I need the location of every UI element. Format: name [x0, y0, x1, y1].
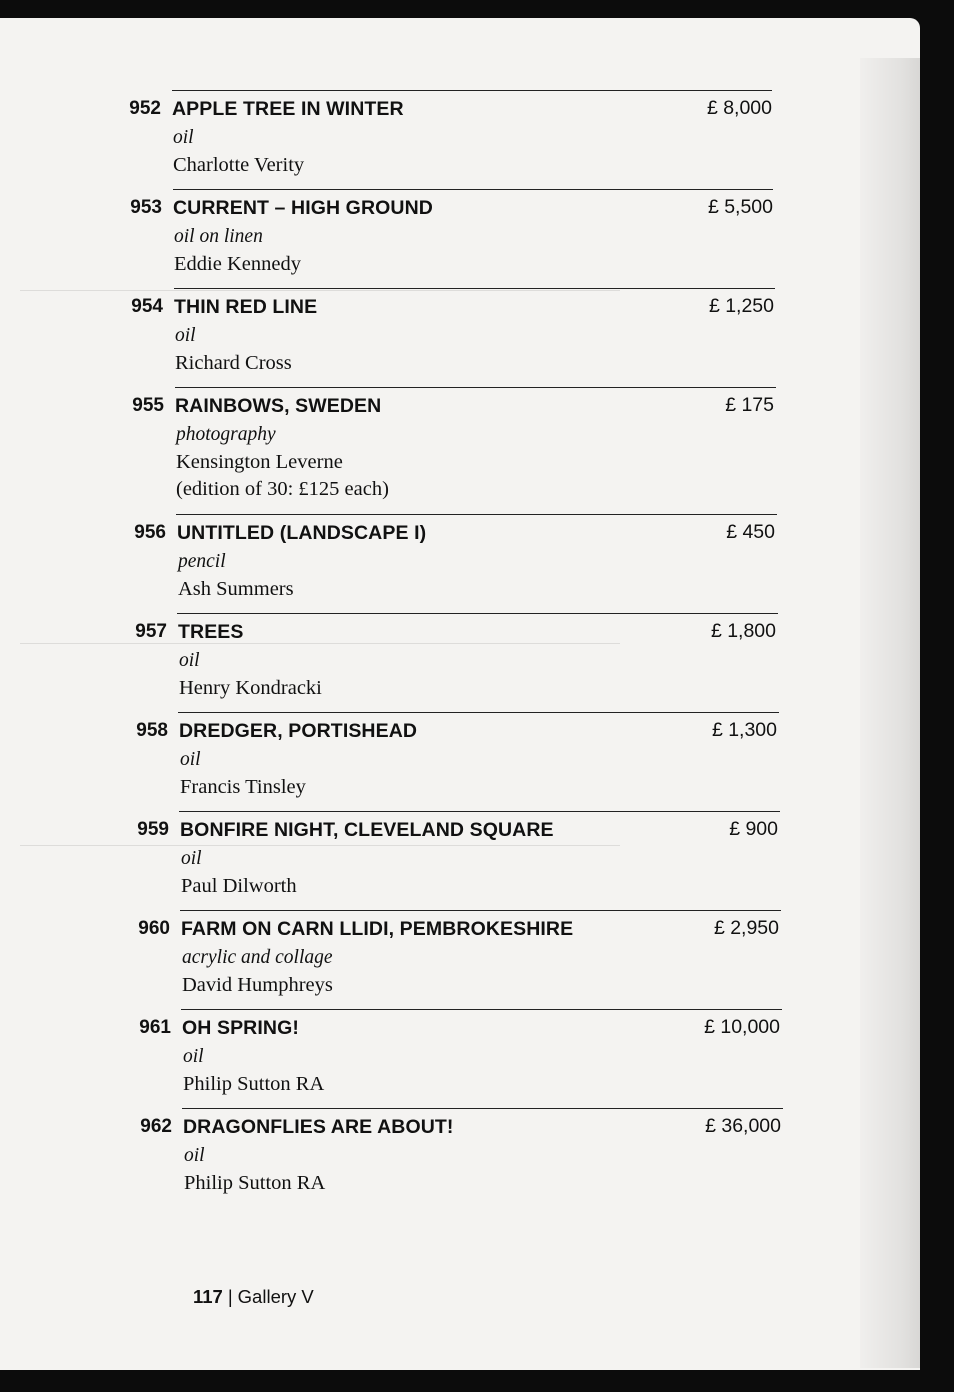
catalogue-entry [0, 613, 920, 713]
artwork-price: £ 900 [729, 818, 778, 840]
entry-divider [181, 1009, 782, 1010]
entry-divider [173, 189, 773, 190]
artwork-medium: oil [181, 848, 202, 869]
artwork-price: £ 10,000 [704, 1016, 780, 1038]
catalogue-page [0, 18, 920, 1370]
catalogue-entry [0, 1108, 920, 1208]
artwork-title: THIN RED LINE [174, 296, 318, 318]
artwork-title: FARM ON CARN LLIDI, PEMBROKESHIRE [181, 918, 574, 940]
artist-name: Henry Kondracki [179, 677, 322, 699]
lot-number: 961 [139, 1017, 171, 1038]
artwork-title: TREES [178, 621, 244, 643]
footer-separator: | [227, 1286, 233, 1307]
artwork-medium: oil [184, 1145, 205, 1166]
catalogue-entry [0, 910, 920, 1010]
catalogue-entry [0, 712, 920, 812]
artist-name: Kensington Leverne [176, 451, 343, 473]
gallery-section: Gallery V [237, 1286, 314, 1307]
artwork-title: CURRENT – HIGH GROUND [173, 197, 433, 219]
lot-number: 954 [131, 296, 163, 317]
edition-note: (edition of 30: £125 each) [176, 478, 389, 500]
catalogue-entry [0, 189, 920, 289]
catalogue-entry [0, 90, 920, 190]
catalogue-entry [0, 811, 920, 911]
artwork-medium: oil [173, 127, 194, 148]
artwork-title: DREDGER, PORTISHEAD [179, 720, 418, 742]
artwork-price: £ 2,950 [713, 917, 779, 939]
artist-name: Philip Sutton RA [184, 1172, 326, 1194]
artwork-price: £ 5,500 [707, 196, 773, 218]
entry-divider [176, 514, 777, 515]
artist-name: Francis Tinsley [180, 776, 306, 798]
entry-divider [172, 90, 772, 91]
artist-name: Paul Dilworth [181, 875, 297, 897]
artwork-medium: oil on linen [174, 226, 263, 247]
lot-number: 956 [134, 522, 166, 543]
artwork-medium: oil [175, 325, 196, 346]
entry-divider [177, 613, 778, 614]
artwork-title: BONFIRE NIGHT, CLEVELAND SQUARE [180, 819, 554, 841]
catalogue-entry [0, 1009, 920, 1109]
artwork-price: £ 1,250 [708, 295, 774, 317]
artwork-title: UNTITLED (LANDSCAPE I) [177, 522, 427, 544]
entry-divider [178, 712, 779, 713]
entry-divider [175, 387, 776, 388]
entry-divider [180, 910, 781, 911]
artwork-price: £ 36,000 [705, 1115, 781, 1137]
artwork-title: DRAGONFLIES ARE ABOUT! [183, 1116, 454, 1138]
entry-divider [174, 288, 775, 289]
artwork-medium: acrylic and collage [182, 947, 333, 968]
entry-divider [182, 1108, 783, 1109]
artwork-medium: oil [179, 650, 200, 671]
artwork-medium: oil [183, 1046, 204, 1067]
artist-name: Richard Cross [175, 352, 292, 374]
artwork-price: £ 1,300 [711, 719, 777, 741]
catalogue-entry [0, 514, 920, 614]
artwork-price: £ 8,000 [706, 97, 772, 119]
lot-number: 958 [136, 720, 168, 741]
artwork-title: OH SPRING! [182, 1017, 299, 1039]
artwork-title: APPLE TREE IN WINTER [172, 98, 404, 120]
lot-number: 962 [140, 1116, 172, 1137]
page-footer [193, 1286, 314, 1308]
artwork-medium: oil [180, 749, 201, 770]
page-number: 117 [193, 1286, 223, 1307]
lot-number: 957 [135, 621, 167, 642]
artwork-price: £ 450 [726, 521, 775, 543]
artist-name: Eddie Kennedy [174, 253, 301, 275]
lot-number: 960 [138, 918, 170, 939]
artwork-medium: photography [176, 424, 276, 445]
artist-name: Philip Sutton RA [183, 1073, 325, 1095]
artist-name: David Humphreys [182, 974, 333, 996]
artist-name: Charlotte Verity [173, 154, 305, 176]
lot-number: 953 [130, 197, 162, 218]
entry-divider [179, 811, 780, 812]
lot-number: 952 [129, 98, 161, 119]
artwork-price: £ 175 [725, 394, 774, 416]
lot-number: 959 [137, 819, 169, 840]
artwork-medium: pencil [178, 551, 226, 572]
lot-number: 955 [132, 395, 164, 416]
artwork-title: RAINBOWS, SWEDEN [175, 395, 382, 417]
catalogue-entry [0, 288, 920, 388]
artwork-price: £ 1,800 [710, 620, 776, 642]
catalogue-entry [0, 387, 920, 515]
artist-name: Ash Summers [178, 578, 294, 600]
